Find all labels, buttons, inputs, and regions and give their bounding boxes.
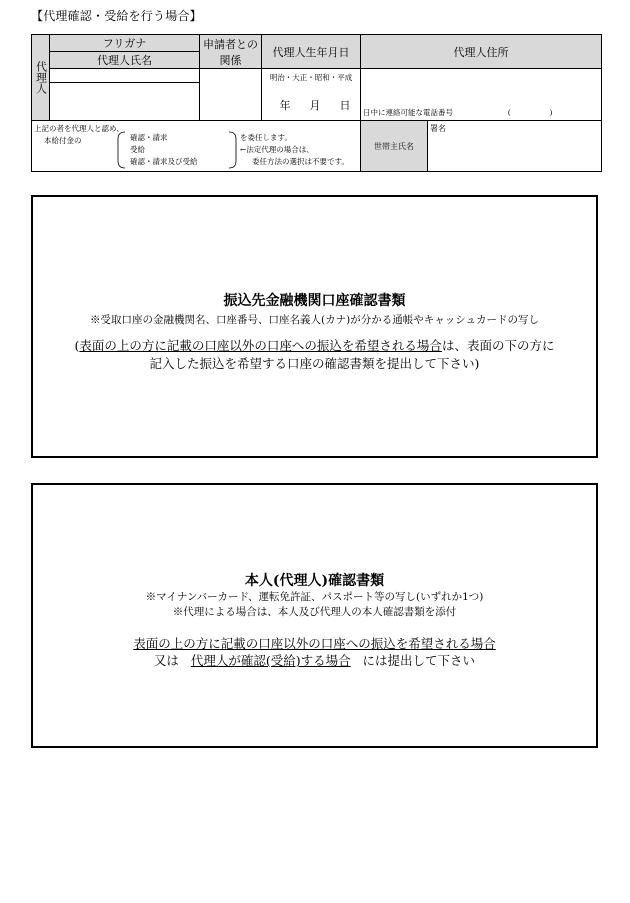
identity-doc-cond2: 又は 代理人が確認(受給)する場合 には提出して下さい	[153, 653, 476, 668]
year-label: 年	[279, 99, 291, 112]
agent-form-table	[31, 34, 602, 172]
phone-paren-close: )	[549, 108, 553, 117]
option-receive[interactable]: 受給	[130, 145, 145, 154]
delegation-line2: 本給付金の	[44, 136, 82, 145]
option-confirm-request[interactable]: 確認・請求	[130, 133, 168, 142]
furigana-label: フリガナ	[50, 35, 200, 52]
furigana-field[interactable]	[50, 69, 200, 83]
bank-doc-note-line1: (表面の上の方に記載の口座以外の口座への振込を希望される場合は、表面の下の方に	[74, 338, 555, 353]
identity-doc-line1: ※マイナンバーカード、運転免許証、パスポート等の写し(いずれか1つ)	[145, 591, 484, 603]
address-label: 代理人住所	[361, 35, 602, 69]
householder-label: 世帯主氏名	[361, 121, 428, 172]
agent-name-field[interactable]	[50, 83, 200, 121]
option-both[interactable]: 確認・請求及び受給	[130, 157, 198, 166]
bank-doc-subtitle: ※受取口座の金融機関名、口座番号、口座名義人(カナ)が分かる通帳やキャッシュカードの写し	[90, 314, 539, 326]
identity-document-box	[31, 483, 598, 748]
signature-label: 署名	[430, 124, 446, 133]
phone-label: 日中に連絡可能な電話番号	[363, 108, 453, 117]
agent-name-label: 代理人氏名	[50, 52, 200, 69]
relation-field[interactable]	[200, 69, 262, 121]
bank-doc-note-line2: 記入した振込を希望する口座の確認書類を提出して下さい)	[149, 356, 480, 371]
identity-doc-cond1: 表面の上の方に記載の口座以外の口座への振込を希望される場合	[133, 636, 496, 651]
birthdate-label: 代理人生年月日	[262, 35, 361, 69]
signature-field[interactable]	[428, 121, 602, 172]
bank-doc-title: 振込先金融機関口座確認書類	[223, 293, 406, 309]
relation-label: 申請者との 関係	[200, 35, 262, 69]
bank-account-document-box	[31, 195, 598, 458]
delegation-cell	[32, 121, 361, 172]
section-heading: 【代理確認・受給を行う場合】	[31, 9, 202, 23]
agent-side-label: 代理人	[32, 35, 50, 121]
legal-note2: 委任方法の選択は不要です。	[252, 157, 349, 166]
address-field[interactable]	[361, 69, 602, 121]
identity-doc-title: 本人(代理人)確認書類	[244, 573, 385, 589]
day-label: 日	[339, 99, 351, 112]
month-label: 月	[309, 99, 321, 112]
birthdate-field[interactable]	[262, 69, 361, 121]
legal-note1: ←法定代理の場合は、	[240, 145, 314, 154]
delegation-line1: 上記の者を代理人と認め、	[34, 124, 124, 133]
identity-doc-line2: ※代理による場合は、本人及び代理人の本人確認書類を添付	[172, 606, 457, 618]
era-options: 明治・大正・昭和・平成	[269, 73, 353, 82]
phone-paren-open: (	[507, 108, 511, 117]
delegate-text: を委任します。	[240, 133, 292, 142]
